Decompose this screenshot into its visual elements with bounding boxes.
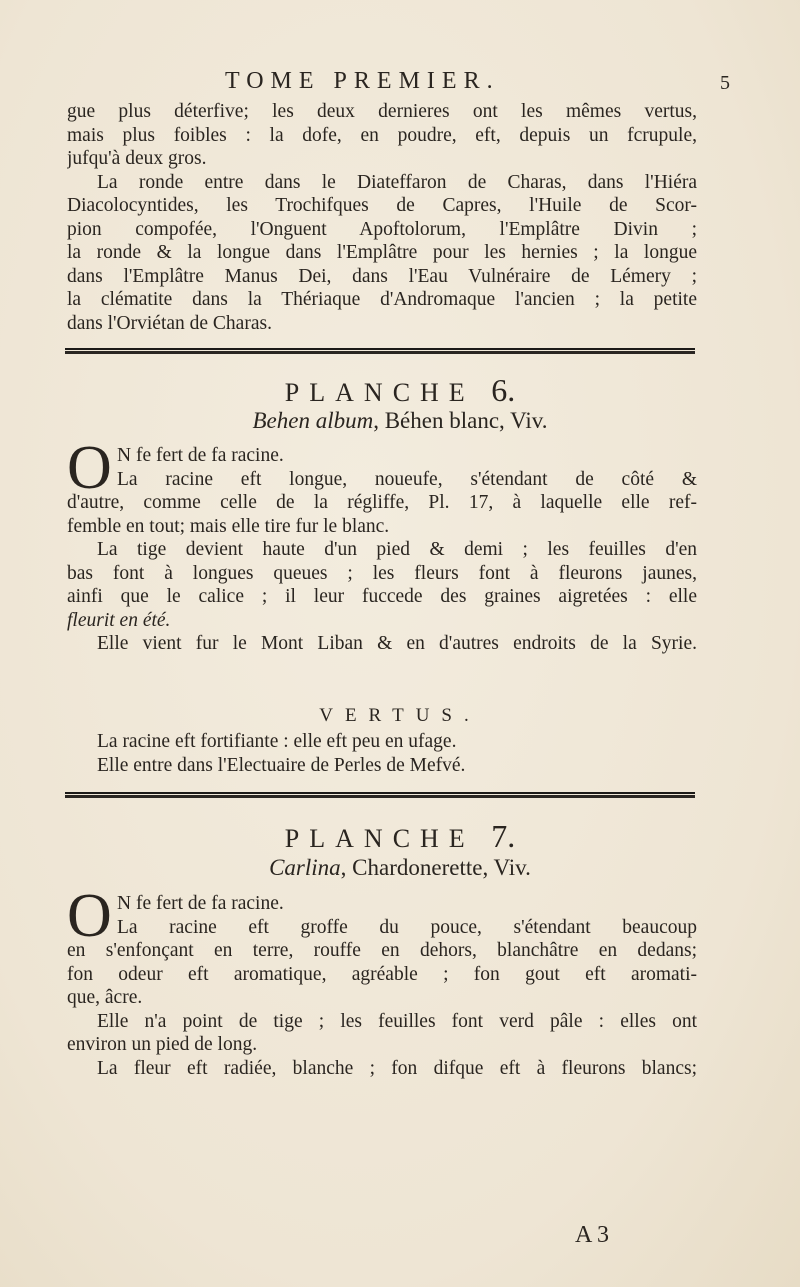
- text-line: La racine eft groffe du pouce, s'étendant beaucoup: [117, 916, 697, 938]
- text-line: dans l'Emplâtre Manus Dei, dans l'Eau Vulnéraire de Lémery ;: [67, 265, 697, 287]
- virtues-text: [67, 730, 697, 777]
- text-line: La ronde entre dans le Diateffaron de Charas, dans l'Hiéra: [97, 171, 697, 193]
- plate-6-subtitle: [0, 408, 800, 434]
- section-divider: [65, 792, 695, 798]
- text-line: femble en tout; mais elle tire fur le blanc.: [67, 515, 390, 537]
- plate-number: 6.: [491, 372, 516, 408]
- text-line: La racine eft longue, noueufe, s'étendant de côté &: [117, 468, 697, 490]
- text-line: Elle entre dans l'Electuaire de Perles de Mefvé.: [97, 754, 466, 776]
- text-line: La racine eft fortifiante : elle eft peu en ufage.: [97, 731, 457, 752]
- latin-name: Carlina: [269, 855, 341, 880]
- plate-title-word: PLANCHE: [284, 378, 475, 407]
- text-line: La tige devient haute d'un pied & demi ; les feuilles d'en: [97, 539, 697, 560]
- text-line: en s'enfonçant en terre, rouffe en dehors, blanchâtre en dedans;: [67, 940, 697, 961]
- plate-6-title: [0, 372, 800, 409]
- drop-cap: O: [67, 434, 112, 502]
- printer-signature: A 3: [575, 1222, 610, 1248]
- intro-paragraphs: [67, 100, 697, 335]
- page-number: 5: [720, 72, 730, 94]
- text-line: Elle vient fur le Mont Liban & en d'autres endroits de la Syrie.: [97, 633, 697, 654]
- text-line: mais plus foibles : la dofe, en poudre, eft, depuis un fcrupule,: [67, 124, 697, 146]
- text-line: environ un pied de long.: [67, 1034, 258, 1055]
- text-line: pion compofée, l'Onguent Apoftolorum, l'Emplâtre Divin ;: [67, 218, 697, 240]
- text-line: Elle n'a point de tige ; les feuilles font verd pâle : elles ont: [97, 1010, 697, 1032]
- text-line: Diacolocyntides, les Trochifques de Capres, l'Huile de Scor-: [67, 195, 697, 216]
- plate-6-description: [67, 434, 697, 656]
- text-line: fon odeur eft aromatique, agréable ; fon gout eft aromati-: [67, 963, 697, 985]
- plate-7-description: [67, 882, 697, 1080]
- virtues-heading: VERTUS.: [319, 705, 481, 726]
- text-line: la ronde & la longue dans l'Emplâtre pour les hernies ; la longue: [67, 242, 697, 263]
- plate-7-subtitle: [0, 855, 800, 881]
- text-line: N fe fert de fa racine.: [117, 893, 284, 914]
- text-line: ainfi que le calice ; il leur fuccede des graines aigretées : elle: [67, 586, 697, 607]
- text-line: dans l'Orviétan de Charas.: [67, 312, 272, 334]
- common-name: , Chardonerette, Viv.: [340, 855, 531, 880]
- text-line: N fe fert de fa racine.: [117, 445, 284, 466]
- plate-number: 7.: [491, 818, 516, 854]
- text-line: La fleur eft radiée, blanche ; fon difque eft à fleurons blancs;: [97, 1057, 697, 1079]
- text-line: bas font à longues queues ; les fleurs font à fleurons jaunes,: [67, 562, 697, 584]
- text-line: que, âcre.: [67, 987, 143, 1008]
- plate-title-word: PLANCHE: [284, 824, 475, 853]
- page-header: [60, 68, 740, 98]
- text-line: gue plus déterfive; les deux dernieres ont les mêmes vertus,: [67, 101, 697, 122]
- text-line: la clématite dans la Thériaque d'Andromaque l'ancien ; la petite: [67, 289, 697, 310]
- plate-7-title: [0, 818, 800, 855]
- section-divider: [65, 348, 695, 354]
- text-line: jufqu'à deux gros.: [67, 148, 207, 169]
- running-title: TOME PREMIER.: [225, 68, 500, 94]
- drop-cap: O: [67, 882, 112, 950]
- text-line: fleurit en été.: [67, 609, 171, 631]
- latin-name: Behen album: [252, 408, 374, 433]
- text-line: d'autre, comme celle de la régliffe, Pl. 17, à laquelle elle ref-: [67, 492, 697, 513]
- common-name: , Béhen blanc, Viv.: [373, 408, 548, 433]
